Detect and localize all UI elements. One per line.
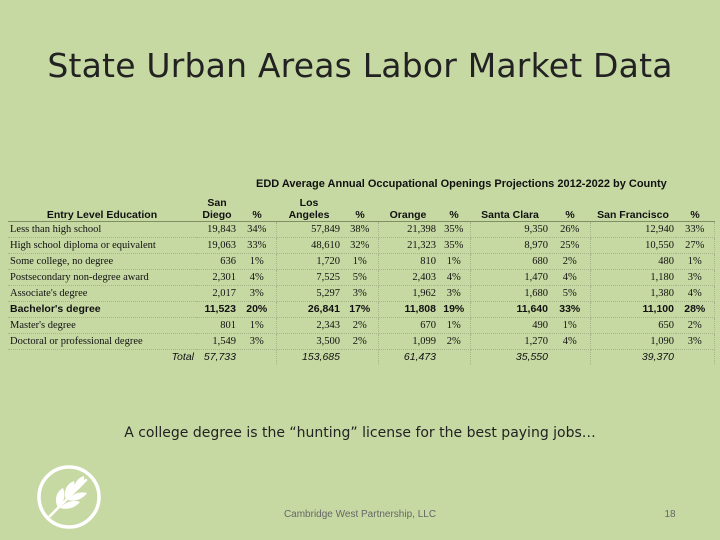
slide-title: State Urban Areas Labor Market Data xyxy=(47,46,673,85)
percent-cell: 34% xyxy=(238,222,276,238)
count-cell: 8,970 xyxy=(470,238,550,254)
count-cell: 2,343 xyxy=(276,318,342,334)
percent-cell: 3% xyxy=(342,286,378,302)
count-cell: 153,685 xyxy=(302,351,340,363)
count-cell: 5,297 xyxy=(276,286,342,302)
count-cell: 2,017 xyxy=(196,286,238,302)
percent-cell: 35% xyxy=(438,222,470,238)
slide-subtitle: A college degree is the “hunting” license for the best paying jobs… xyxy=(124,425,596,441)
table-row xyxy=(8,286,714,302)
percent-cell: 17% xyxy=(342,302,378,318)
percent-cell: 1% xyxy=(676,254,714,270)
count-cell: 650 xyxy=(590,318,676,334)
percent-cell: 4% xyxy=(676,286,714,302)
count-cell: 670 xyxy=(378,318,438,334)
count-cell: 1,099 xyxy=(378,334,438,350)
percent-cell: 32% xyxy=(342,238,378,254)
table-body xyxy=(8,222,714,366)
percent-cell: 1% xyxy=(438,254,470,270)
percent-cell: 3% xyxy=(676,334,714,350)
count-cell: 21,398 xyxy=(378,222,438,238)
data-table-region xyxy=(8,176,714,361)
footer-text: Cambridge West Partnership, LLC xyxy=(283,509,437,520)
percent-cell: 1% xyxy=(342,254,378,270)
count-cell: 3,500 xyxy=(276,334,342,350)
row-label: Some college, no degree xyxy=(8,254,196,270)
percent-cell: 1% xyxy=(550,318,590,334)
count-cell: 490 xyxy=(470,318,550,334)
leaf-branch-icon xyxy=(36,464,102,530)
percent-cell: 2% xyxy=(438,334,470,350)
percent-cell: 1% xyxy=(238,254,276,270)
count-cell: 26,841 xyxy=(276,302,342,318)
count-cell: 39,370 xyxy=(641,351,674,363)
percent-cell: 1% xyxy=(438,318,470,334)
count-cell: 21,323 xyxy=(378,238,438,254)
percent-cell: 19% xyxy=(438,302,470,318)
count-cell: 61,473 xyxy=(403,351,436,363)
count-cell: 57,733 xyxy=(203,351,236,363)
count-cell: 2,301 xyxy=(196,270,238,286)
count-cell: 11,100 xyxy=(590,302,676,318)
percent-cell: 20% xyxy=(238,302,276,318)
percent-cell: 5% xyxy=(342,270,378,286)
percent-cell: 2% xyxy=(342,334,378,350)
count-cell: 1,549 xyxy=(196,334,238,350)
count-cell: 10,550 xyxy=(590,238,676,254)
percent-cell xyxy=(550,350,590,366)
count-cell: 11,808 xyxy=(378,302,438,318)
column-header: Los Angeles xyxy=(276,191,342,222)
count-cell: 11,523 xyxy=(196,302,238,318)
count-cell: 1,090 xyxy=(590,334,676,350)
data-table xyxy=(8,191,715,365)
count-cell: 480 xyxy=(590,254,676,270)
count-cell: 1,962 xyxy=(378,286,438,302)
percent-cell: 3% xyxy=(238,286,276,302)
count-cell: 1,180 xyxy=(590,270,676,286)
table-row xyxy=(8,254,714,270)
column-header: San Francisco xyxy=(590,191,676,222)
count-cell: 19,843 xyxy=(196,222,238,238)
percent-cell: 1% xyxy=(238,318,276,334)
count-cell: 7,525 xyxy=(276,270,342,286)
percent-cell: 3% xyxy=(238,334,276,350)
count-cell: 810 xyxy=(378,254,438,270)
column-header: % xyxy=(438,191,470,222)
count-cell: 48,610 xyxy=(276,238,342,254)
table-row xyxy=(8,238,714,254)
percent-cell: 4% xyxy=(550,334,590,350)
percent-cell xyxy=(238,350,276,366)
percent-cell: 27% xyxy=(676,238,714,254)
total-row xyxy=(8,350,714,366)
count-cell: 1,470 xyxy=(470,270,550,286)
percent-cell: 4% xyxy=(238,270,276,286)
percent-cell: 35% xyxy=(438,238,470,254)
percent-cell: 3% xyxy=(676,270,714,286)
column-header: Orange xyxy=(378,191,438,222)
percent-cell: 33% xyxy=(550,302,590,318)
count-cell: 2,403 xyxy=(378,270,438,286)
count-cell: 636 xyxy=(196,254,238,270)
column-header: Entry Level Education xyxy=(8,191,196,222)
percent-cell: 3% xyxy=(438,286,470,302)
row-label: Less than high school xyxy=(8,222,196,238)
count-cell: 9,350 xyxy=(470,222,550,238)
percent-cell: 33% xyxy=(238,238,276,254)
table-caption: EDD Average Annual Occupational Openings Projections 2012-2022 by County xyxy=(256,178,667,190)
column-header: % xyxy=(342,191,378,222)
count-cell: 35,550 xyxy=(515,351,548,363)
percent-cell: 4% xyxy=(550,270,590,286)
row-label: Bachelor's degree xyxy=(8,302,196,318)
count-cell: 1,380 xyxy=(590,286,676,302)
row-label: Associate's degree xyxy=(8,286,196,302)
column-header: % xyxy=(676,191,714,222)
percent-cell: 38% xyxy=(342,222,378,238)
column-header: % xyxy=(238,191,276,222)
column-header: Santa Clara xyxy=(470,191,550,222)
table-row xyxy=(8,334,714,350)
table-row xyxy=(8,270,714,286)
percent-cell: 2% xyxy=(676,318,714,334)
column-header: % xyxy=(550,191,590,222)
percent-cell: 2% xyxy=(550,254,590,270)
percent-cell: 33% xyxy=(676,222,714,238)
table-header-row xyxy=(8,191,714,222)
percent-cell: 28% xyxy=(676,302,714,318)
table-row xyxy=(8,222,714,238)
count-cell: 12,940 xyxy=(590,222,676,238)
count-cell: 680 xyxy=(470,254,550,270)
count-cell: 1,680 xyxy=(470,286,550,302)
percent-cell xyxy=(342,350,378,366)
count-cell: 19,063 xyxy=(196,238,238,254)
column-header: San Diego xyxy=(196,191,238,222)
count-cell: 801 xyxy=(196,318,238,334)
total-label: Total xyxy=(171,351,194,363)
row-label: High school diploma or equivalent xyxy=(8,238,196,254)
percent-cell xyxy=(438,350,470,366)
percent-cell: 26% xyxy=(550,222,590,238)
row-label: Master's degree xyxy=(8,318,196,334)
percent-cell: 25% xyxy=(550,238,590,254)
row-label: Doctoral or professional degree xyxy=(8,334,196,350)
row-label: Postsecondary non-degree award xyxy=(8,270,196,286)
count-cell: 1,720 xyxy=(276,254,342,270)
page-number: 18 xyxy=(664,509,676,520)
percent-cell: 5% xyxy=(550,286,590,302)
count-cell: 11,640 xyxy=(470,302,550,318)
count-cell: 1,270 xyxy=(470,334,550,350)
percent-cell xyxy=(676,350,714,366)
percent-cell: 2% xyxy=(342,318,378,334)
table-row xyxy=(8,318,714,334)
count-cell: 57,849 xyxy=(276,222,342,238)
percent-cell: 4% xyxy=(438,270,470,286)
table-row xyxy=(8,302,714,318)
